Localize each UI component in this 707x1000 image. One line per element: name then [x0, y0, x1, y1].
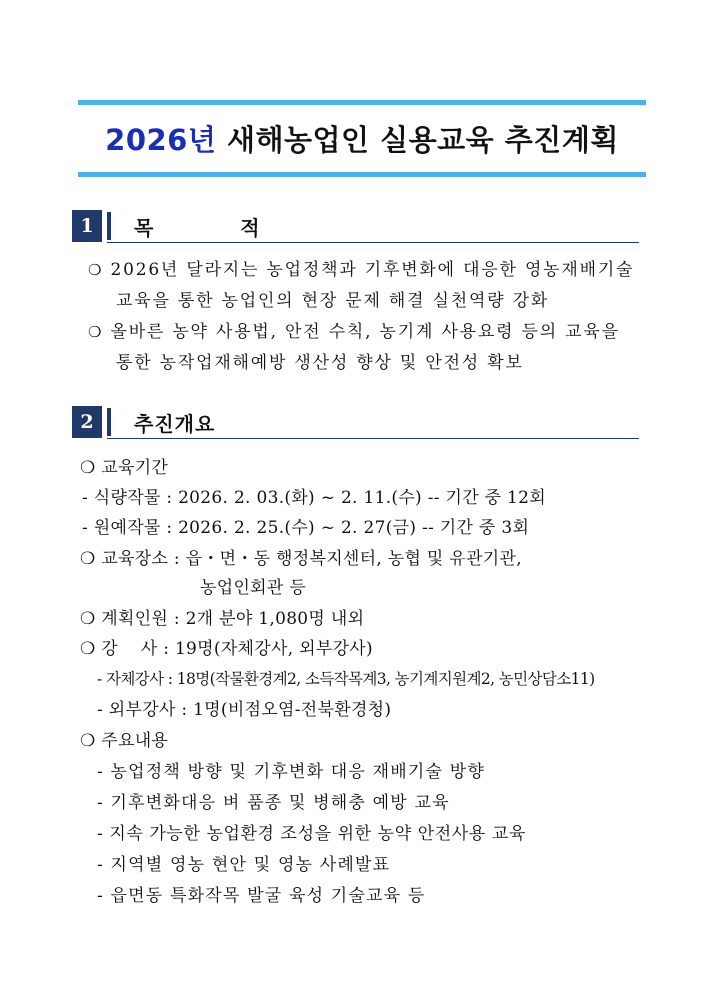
overview-line: - 농업정책 방향 및 기후변화 대응 재배기술 방향 [97, 762, 485, 782]
purpose-item-1-line-2: 교육을 통한 농업인의 현장 문제 해결 실천역량 강화 [116, 291, 550, 311]
section-1-number: 1 [72, 210, 102, 242]
title-bottom-rule [78, 172, 646, 177]
overview-line: - 지속 가능한 농업환경 조성을 위한 농약 안전사용 교육 [97, 824, 526, 844]
purpose-item-2-line-1: ❍ 올바른 농약 사용법, 안전 수칙, 농기계 사용요령 등의 교육을 [88, 322, 620, 342]
title-rest: 새해농업인 실용교육 추진계획 [216, 123, 619, 157]
overview-line: 농업인회관 등 [200, 578, 307, 598]
page-title [78, 118, 646, 159]
section-1-rule [107, 242, 639, 243]
title-box [78, 100, 646, 178]
section-1-bar [107, 212, 111, 240]
section-2-bar [107, 408, 111, 436]
overview-line: - 식량작물 : 2026. 2. 03.(화) ~ 2. 11.(수) -- 기간 중 12회 [82, 488, 547, 508]
section-2-rule [107, 438, 639, 439]
overview-line: ❍ 교육장소 : 읍・면・동 행정복지센터, 농협 및 유관기관, [80, 549, 522, 569]
purpose-item-1-line-1: ❍ 2026년 달라지는 농업정책과 기후변화에 대응한 영농재배기술 [88, 260, 635, 280]
title-year: 2026년 [105, 123, 217, 157]
overview-line: - 기후변화대응 벼 품종 및 병해충 예방 교육 [97, 793, 450, 813]
section-2-title: 추진개요 [134, 412, 216, 436]
overview-line: - 지역별 영농 현안 및 영농 사례발표 [97, 855, 391, 875]
purpose-item-2-line-2: 통한 농작업재해예방 생산성 향상 및 안전성 확보 [116, 353, 524, 373]
overview-line: ❍ 강 사 : 19명(자체강사, 외부강사) [80, 639, 373, 659]
overview-line: - 원예작물 : 2026. 2. 25.(수) ~ 2. 27(금) -- 기간 중 3회 [82, 518, 530, 538]
circle-bullet-icon: ❍ [88, 261, 104, 279]
overview-line: - 자체강사 : 18명(작물환경계2, 소득작목계3, 농기계지원계2, 농민상담소11) [97, 670, 595, 688]
overview-line: - 외부강사 : 1명(비점오염-전북환경청) [97, 700, 392, 720]
overview-line: - 읍면동 특화작목 발굴 육성 기술교육 등 [97, 886, 426, 906]
section-1-header [72, 210, 639, 244]
overview-line: ❍ 계획인원 : 2개 분야 1,080명 내외 [80, 609, 365, 629]
circle-bullet-icon: ❍ [88, 323, 104, 341]
section-2-number: 2 [72, 406, 102, 438]
section-1-title: 목 적 [134, 216, 300, 240]
section-2-header [72, 406, 639, 440]
overview-line: ❍ 교육기간 [80, 458, 169, 478]
title-top-rule [78, 100, 646, 105]
overview-line: ❍ 주요내용 [80, 731, 169, 751]
